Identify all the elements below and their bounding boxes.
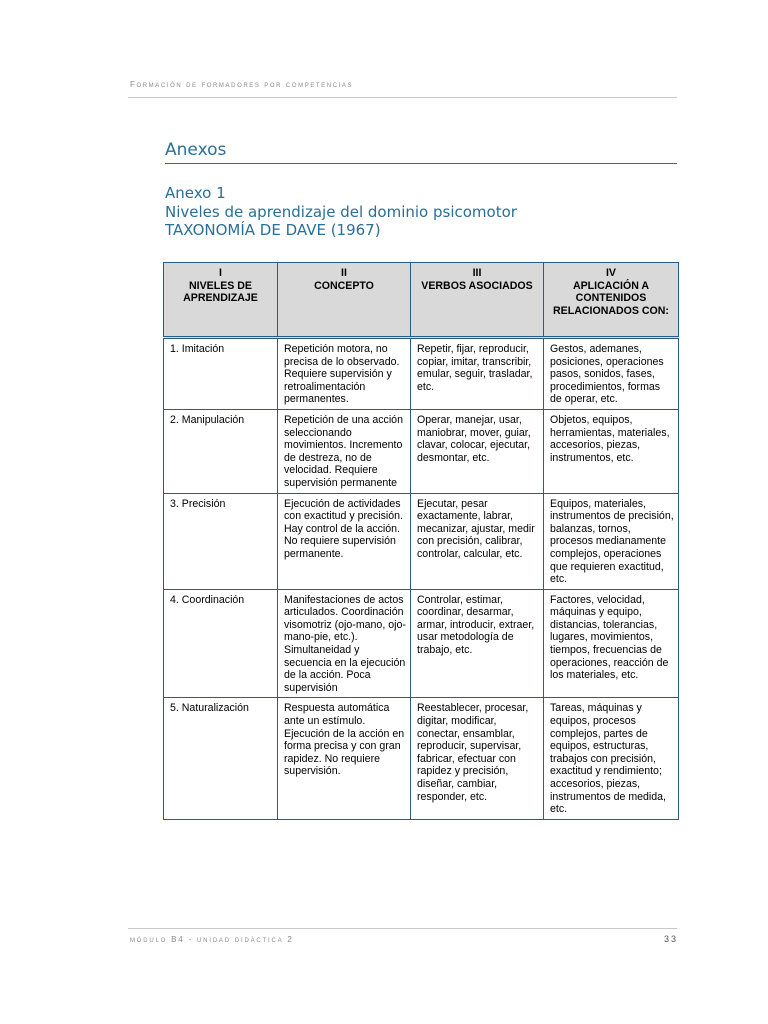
column-label: CONCEPTO — [314, 279, 374, 292]
cell-concept: Repetición de una acción seleccionando movimientos. Incremento de destreza, no de velocidad. Requiere supervisión permanente — [278, 409, 411, 493]
cell-application: Factores, velocidad, máquinas y equipo, distancias, tolerancias, lugares, movimientos, tiempos, frecuencias de operaciones, reacción de los materiales, etc. — [544, 589, 679, 698]
header-divider — [128, 97, 677, 98]
cell-verbs: Repetir, fijar, reproducir, copiar, imitar, transcribir, emular, seguir, trasladar, etc. — [411, 338, 544, 410]
section-title: Anexos — [165, 140, 227, 160]
cell-application: Objetos, equipos, herramientas, materiales, accesorios, piezas, instrumentos, etc. — [544, 409, 679, 493]
column-header-concept — [278, 263, 411, 338]
cell-concept: Manifestaciones de actos articulados. Coordinación visomotriz (ojo-mano, ojo-mano-pie, etc.). Simultaneidad y secuencia en la ejecución de la acción. Poca supervisión — [278, 589, 411, 698]
column-label: VERBOS ASOCIADOS — [421, 279, 533, 292]
cell-concept: Ejecución de actividades con exactitud y precisión. Hay control de la acción. No requiere supervisión permanente. — [278, 493, 411, 589]
cell-level: 5. Naturalización — [164, 698, 278, 819]
column-numeral: II — [341, 267, 347, 279]
column-numeral: III — [472, 267, 482, 279]
cell-concept: Repetición motora, no precisa de lo observado. Requiere supervisión y retroalimentación permanentes. — [278, 338, 411, 410]
annex-number: Anexo 1 — [165, 184, 226, 202]
column-numeral: IV — [605, 267, 616, 279]
column-header-verbs — [411, 263, 544, 338]
annex-heading — [165, 184, 517, 240]
section-divider — [165, 163, 677, 164]
cell-verbs: Controlar, estimar, coordinar, desarmar, armar, introducir, extraer, usar metodología de trabajo, etc. — [411, 589, 544, 698]
column-header-levels — [164, 263, 278, 338]
cell-level: 4. Coordinación — [164, 589, 278, 698]
column-header-application — [544, 263, 679, 338]
table-row — [164, 698, 679, 819]
annex-subtitle: Niveles de aprendizaje del dominio psicomotor — [165, 202, 517, 221]
cell-application: Gestos, ademanes, posiciones, operaciones pasos, sonidos, fases, procedimientos, formas de operar, etc. — [544, 338, 679, 410]
cell-verbs: Operar, manejar, usar, maniobrar, mover, guiar, clavar, colocar, ejecutar, desmontar, etc. — [411, 409, 544, 493]
cell-level: 1. Imitación — [164, 338, 278, 410]
cell-level: 2. Manipulación — [164, 409, 278, 493]
table-row — [164, 338, 679, 410]
footer-module: módulo B4 - unidad didáctica 2 — [130, 935, 294, 944]
table-row — [164, 409, 679, 493]
table-header-row — [164, 263, 679, 338]
column-numeral: I — [219, 267, 222, 279]
table-row — [164, 493, 679, 589]
annex-taxonomy: TAXONOMÍA DE DAVE (1967) — [165, 221, 381, 239]
cell-verbs: Ejecutar, pesar exactamente, labrar, mecanizar, ajustar, medir con precisión, calibrar, controlar, calcular, etc. — [411, 493, 544, 589]
running-header: Formación de formadores por competencias — [130, 80, 354, 89]
cell-application: Equipos, materiales, instrumentos de precisión, balanzas, tornos, procesos medianamente complejos, operaciones que requieren exactitud, etc. — [544, 493, 679, 589]
cell-concept: Respuesta automática ante un estímulo. Ejecución de la acción en forma precisa y con gran rapidez. No requiere supervisión. — [278, 698, 411, 819]
cell-level: 3. Precisión — [164, 493, 278, 589]
column-label: NIVELES DE APRENDIZAJE — [183, 279, 258, 305]
page-number: 33 — [664, 934, 679, 944]
taxonomy-table — [163, 262, 679, 820]
cell-application: Tareas, máquinas y equipos, procesos complejos, partes de equipos, estructuras, trabajos con precisión, exactitud y rendimiento; accesorios, piezas, instrumentos de medida, etc. — [544, 698, 679, 819]
table-row — [164, 589, 679, 698]
footer-divider — [128, 928, 677, 929]
column-label: APLICACIÓN A CONTENIDOS RELACIONADOS CON: — [553, 279, 669, 317]
cell-verbs: Reestablecer, procesar, digitar, modificar, conectar, ensamblar, reproducir, supervisar, fabricar, efectuar con rapidez y precisión, diseñar, cambiar, responder, etc. — [411, 698, 544, 819]
